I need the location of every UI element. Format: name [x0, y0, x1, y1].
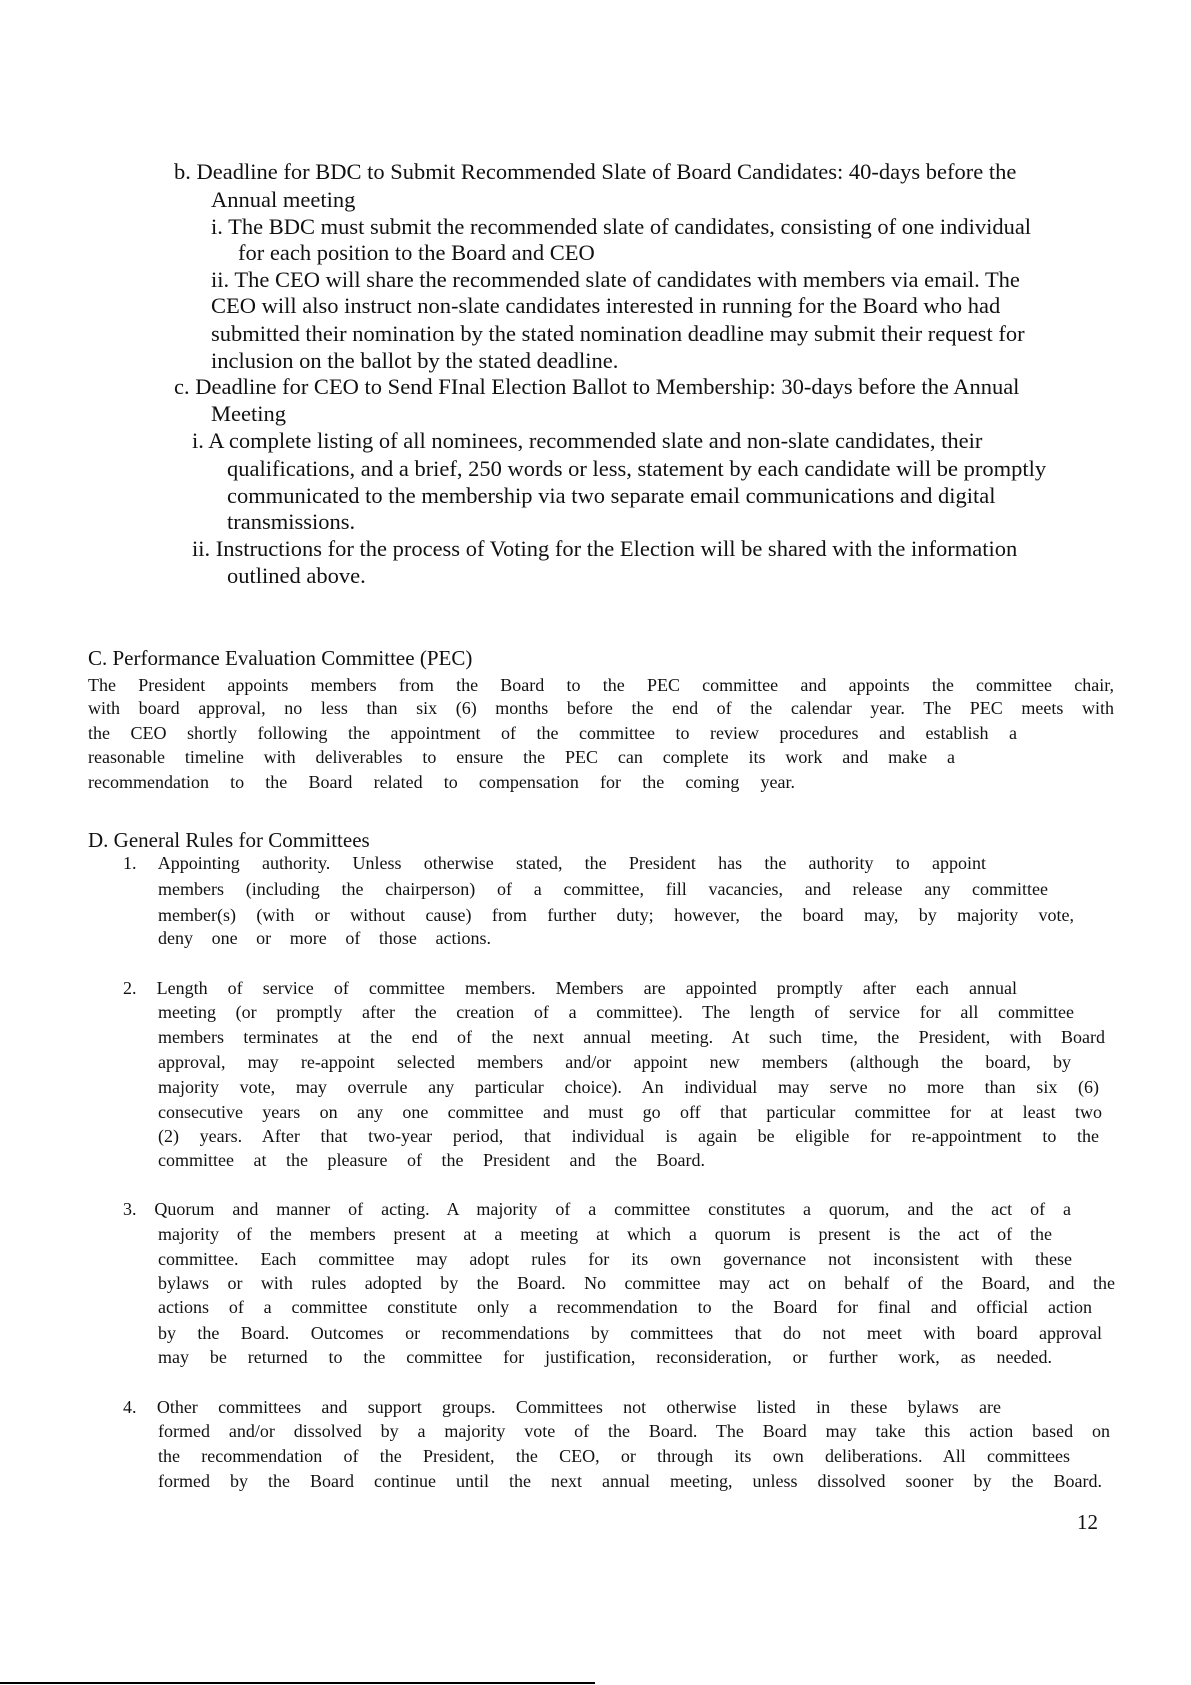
rule-3-line: majority of the members present at a meeting at which a quorum is present is the act of the	[158, 1224, 1052, 1244]
item-b-ii-text: CEO will also instruct non-slate candidates interested in running for the Board who had	[211, 293, 1001, 318]
pec-paragraph-line: reasonable timeline with deliverables to ensure the PEC can complete its work and make a	[88, 747, 955, 767]
rule-3-line: actions of a committee constitute only a recommendation to the Board for final and official action	[158, 1297, 1092, 1317]
rule-2-line: 2. Length of service of committee members. Members are appointed promptly after each annual	[123, 978, 1017, 998]
rule-2-line: consecutive years on any one committee and must go off that particular committee for at least two	[158, 1102, 1102, 1122]
rule-2-line: members terminates at the end of the next annual meeting. At such time, the President, with Board	[158, 1027, 1105, 1047]
section-heading-general-rules: D. General Rules for Committees	[88, 828, 370, 852]
rule-2-line: approval, may re-appoint selected members and/or appoint new members (although the board, by	[158, 1052, 1071, 1072]
rule-2-line: committee at the pleasure of the President and the Board.	[158, 1150, 705, 1170]
item-b-ii-text: ii. The CEO will share the recommended slate of candidates with members via email. The	[211, 267, 1020, 292]
rule-4-line: formed and/or dissolved by a majority vote of the Board. The Board may take this action based on	[158, 1421, 1110, 1441]
rule-4-line: 4. Other committees and support groups. Committees not otherwise listed in these bylaws are	[123, 1397, 1001, 1417]
item-b-i-text: i. The BDC must submit the recommended slate of candidates, consisting of one individual	[211, 214, 1032, 239]
pec-paragraph-line: The President appoints members from the Board to the PEC committee and appoints the committee chair,	[88, 675, 1114, 695]
item-c-ii-text: outlined above.	[227, 563, 366, 588]
item-c-i-text: transmissions.	[227, 509, 356, 534]
item-c-text: Meeting	[211, 401, 286, 426]
rule-3-line: by the Board. Outcomes or recommendations by committees that do not meet with board approval	[158, 1323, 1102, 1343]
item-c-i-text: qualifications, and a brief, 250 words or less, statement by each candidate will be promptly	[227, 456, 1047, 481]
item-b-text: Annual meeting	[211, 187, 356, 212]
item-b-ii-text: submitted their nomination by the stated nomination deadline may submit their request for	[211, 321, 1025, 346]
pec-paragraph-line: with board approval, no less than six (6) months before the end of the calendar year. The PEC meets with	[88, 698, 1114, 718]
item-c-i-text: communicated to the membership via two separate email communications and digital	[227, 483, 996, 508]
rule-1-line: deny one or more of those actions.	[158, 928, 491, 948]
section-heading-pec: C. Performance Evaluation Committee (PEC)	[88, 646, 473, 670]
footer-divider	[0, 1682, 595, 1684]
rule-1-line: members (including the chairperson) of a committee, fill vacancies, and release any committee	[158, 879, 1048, 899]
page-number: 12	[1077, 1510, 1098, 1534]
rule-2-line: majority vote, may overrule any particular choice). An individual may serve no more than six (6)	[158, 1077, 1099, 1097]
rule-3-line: committee. Each committee may adopt rules for its own governance not inconsistent with these	[158, 1249, 1072, 1269]
rule-4-line: the recommendation of the President, the CEO, or through its own deliberations. All committees	[158, 1446, 1070, 1466]
pec-paragraph-line: recommendation to the Board related to compensation for the coming year.	[88, 772, 795, 792]
rule-3-line: may be returned to the committee for justification, reconsideration, or further work, as needed.	[158, 1347, 1052, 1367]
rule-1-line: 1. Appointing authority. Unless otherwise stated, the President has the authority to appoint	[123, 853, 986, 873]
pec-paragraph-line: the CEO shortly following the appointment of the committee to review procedures and establish a	[88, 723, 1017, 743]
rule-3-line: bylaws or with rules adopted by the Board. No committee may act on behalf of the Board, and the	[158, 1273, 1115, 1293]
rule-4-line: formed by the Board continue until the next annual meeting, unless dissolved sooner by the Board.	[158, 1471, 1102, 1491]
item-c-ii-text: ii. Instructions for the process of Voting for the Election will be shared with the information	[192, 536, 1018, 561]
rule-2-line: meeting (or promptly after the creation of a committee). The length of service for all committee	[158, 1002, 1074, 1022]
item-b-i-text: for each position to the Board and CEO	[238, 240, 595, 265]
item-c-text: c. Deadline for CEO to Send FInal Election Ballot to Membership: 30-days before the Annual	[174, 374, 1020, 399]
rule-3-line: 3. Quorum and manner of acting. A majority of a committee constitutes a quorum, and the act of a	[123, 1199, 1071, 1219]
item-b-ii-text: inclusion on the ballot by the stated deadline.	[211, 348, 619, 373]
item-b-text: b. Deadline for BDC to Submit Recommended Slate of Board Candidates: 40-days before the	[174, 159, 1017, 184]
rule-1-line: member(s) (with or without cause) from further duty; however, the board may, by majority vote,	[158, 905, 1074, 925]
item-c-i-text: i. A complete listing of all nominees, recommended slate and non-slate candidates, their	[192, 428, 983, 453]
rule-2-line: (2) years. After that two-year period, that individual is again be eligible for re-appointment to the	[158, 1126, 1099, 1146]
